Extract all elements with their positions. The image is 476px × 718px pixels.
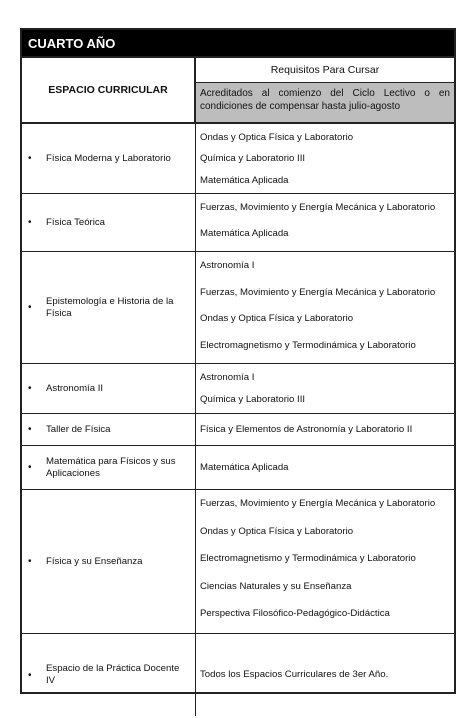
curriculum-table bbox=[20, 28, 456, 694]
requirements-cell bbox=[196, 252, 454, 363]
bullet-icon: • bbox=[28, 462, 32, 473]
subject-name: Astronomía II bbox=[46, 382, 104, 394]
bullet-icon: • bbox=[28, 302, 32, 313]
requirements-cell bbox=[196, 490, 454, 633]
bullet-icon: • bbox=[28, 669, 32, 681]
column-header-requisitos: Requisitos Para Cursar bbox=[196, 58, 454, 83]
requirements-cell bbox=[196, 194, 454, 251]
requirements-note: Acreditados al comienzo del Ciclo Lectivo o en condiciones de compensar hasta julio-agosto bbox=[196, 83, 454, 122]
requirement-item: Química y Laboratorio III bbox=[200, 394, 306, 405]
subject-name: Matemática para Físicos y sus Aplicaciones bbox=[46, 455, 176, 479]
table-row bbox=[22, 364, 454, 414]
requirements-cell bbox=[196, 634, 454, 716]
subject-cell bbox=[22, 124, 196, 193]
requirement-item: Fuerzas, Movimiento y Energía Mecánica y Laboratorio bbox=[200, 286, 436, 298]
requirement-item: Electromagnetismo y Termodinámica y Laboratorio bbox=[200, 339, 416, 351]
subject-name: Física y su Enseñanza bbox=[46, 555, 143, 567]
table-row bbox=[22, 414, 454, 446]
requirements-cell bbox=[196, 446, 454, 489]
subject-cell bbox=[22, 414, 196, 445]
bullet-icon: • bbox=[28, 556, 32, 567]
requirements-cell bbox=[196, 414, 454, 445]
subject-name: Espacio de la Práctica Docente IV bbox=[46, 663, 180, 686]
requirement-item: Electromagnetismo y Termodinámica y Laboratorio bbox=[200, 553, 416, 565]
requirement-item: Matemática Aplicada bbox=[200, 174, 289, 186]
table-row bbox=[22, 634, 454, 716]
requirements-header bbox=[196, 58, 454, 122]
table-row bbox=[22, 446, 454, 490]
requirement-item: Ondas y Optica Física y Laboratorio bbox=[200, 525, 354, 537]
bullet-icon: • bbox=[28, 424, 32, 435]
requirement-item: Astronomía I bbox=[200, 260, 255, 271]
subject-name: Física Moderna y Laboratorio bbox=[46, 152, 171, 164]
table-row bbox=[22, 490, 454, 634]
subject-name: Epistemología e Historia de la Física bbox=[46, 295, 174, 319]
requirement-item: Ciencias Naturales y su Enseñanza bbox=[200, 580, 352, 592]
requirement-item: Todos los Espacios Curriculares de 3er Año. bbox=[200, 669, 389, 680]
column-header-espacio: ESPACIO CURRICULAR bbox=[22, 58, 196, 122]
table-header bbox=[22, 58, 454, 124]
requirement-item: Astronomía I bbox=[200, 372, 255, 383]
requirement-item: Química y Laboratorio III bbox=[200, 153, 306, 165]
requirement-item: Fuerzas, Movimiento y Energía Mecánica y Laboratorio bbox=[200, 498, 436, 509]
requirements-cell bbox=[196, 124, 454, 193]
subject-cell bbox=[22, 194, 196, 251]
requirement-item: Ondas y Optica Física y Laboratorio bbox=[200, 132, 354, 143]
bullet-icon: • bbox=[28, 217, 32, 228]
requirement-item: Perspectiva Filosófico-Pedagógico-Didáctica bbox=[200, 608, 390, 620]
requirement-item: Matemática Aplicada bbox=[200, 461, 289, 473]
subject-cell bbox=[22, 364, 196, 413]
table-body bbox=[22, 124, 454, 716]
requirement-item: Ondas y Optica Física y Laboratorio bbox=[200, 313, 354, 324]
subject-name: Física Teórica bbox=[46, 216, 106, 228]
requirement-item: Fuerzas, Movimiento y Energía Mecánica y Laboratorio bbox=[200, 202, 436, 213]
year-title: CUARTO AÑO bbox=[22, 30, 454, 58]
bullet-icon: • bbox=[28, 383, 32, 394]
requirements-cell bbox=[196, 364, 454, 413]
subject-cell bbox=[22, 634, 196, 716]
requirement-item: Matemática Aplicada bbox=[200, 228, 289, 239]
table-row bbox=[22, 252, 454, 364]
subject-cell bbox=[22, 252, 196, 363]
subject-cell bbox=[22, 446, 196, 489]
table-row bbox=[22, 194, 454, 252]
subject-name: Taller de Física bbox=[46, 423, 111, 435]
subject-cell bbox=[22, 490, 196, 633]
requirement-item: Física y Elementos de Astronomía y Laboratorio II bbox=[200, 423, 413, 435]
table-row bbox=[22, 124, 454, 194]
bullet-icon: • bbox=[28, 153, 32, 164]
